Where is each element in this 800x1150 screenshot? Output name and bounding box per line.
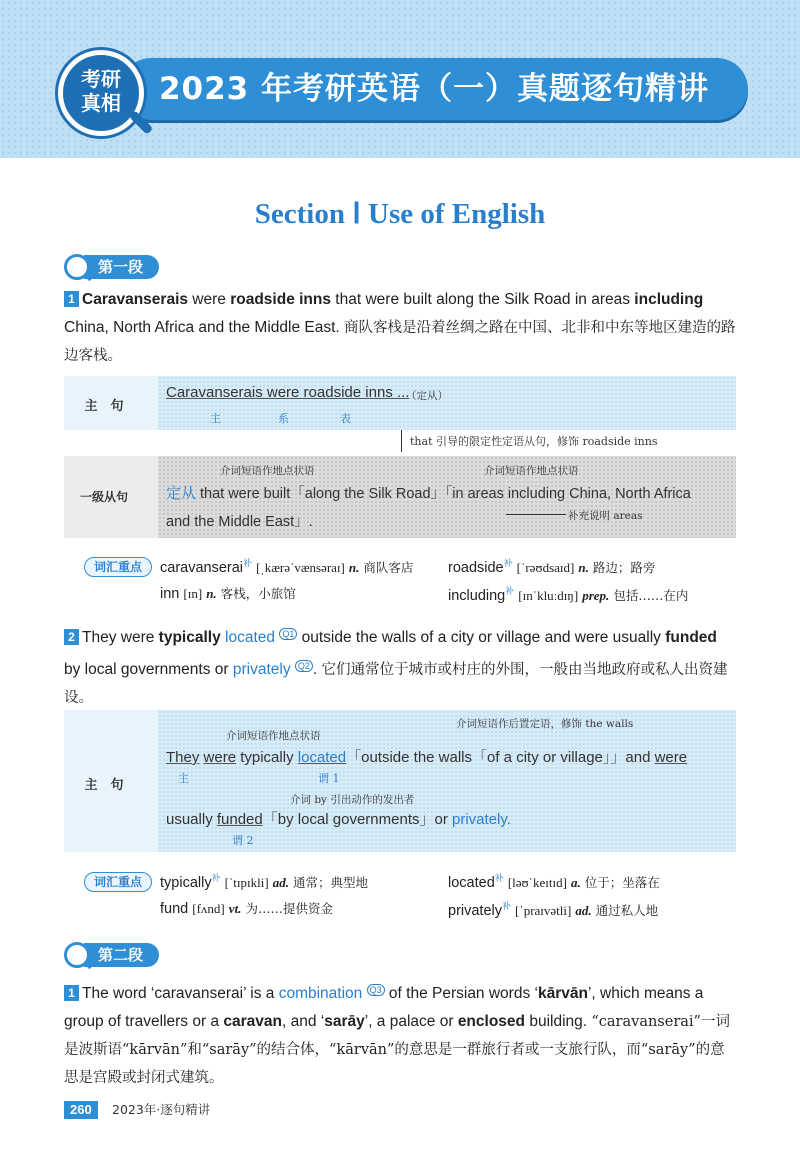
highlight-word: privately — [232, 661, 291, 678]
phonetic: [fʌnd] — [192, 901, 225, 916]
sub-note-1: 介词短语作地点状语 — [220, 465, 315, 477]
text: ’, which means a group of travellers or a — [64, 985, 704, 1030]
sub-clause-tag: 定从 — [166, 485, 197, 502]
meaning: 为……提供资金 — [245, 901, 333, 916]
sub-note-2: 介词短语作地点状语 — [484, 465, 579, 477]
analysis-line1 — [166, 746, 687, 767]
meaning: 通过私人地 — [595, 903, 659, 918]
vocab-item — [448, 871, 660, 891]
meaning: 包括……在内 — [613, 588, 689, 603]
text: were — [188, 291, 231, 308]
vocab-item — [448, 556, 655, 576]
vocab-tag: 词汇重点 — [84, 557, 152, 577]
phonetic: [ˈtɪpɪkli] — [224, 875, 269, 890]
magnifier-badge-icon — [58, 50, 144, 136]
translation: 它们通常位于城市或村庄的外围，一般由当地政府或私人出资建设。 — [64, 662, 728, 706]
keyword: caravan — [223, 1013, 282, 1030]
badge-text — [63, 67, 139, 115]
highlight-word: located — [225, 629, 275, 646]
part-of-speech: prep. — [582, 588, 610, 603]
part-of-speech: ad. — [272, 875, 289, 890]
star-mark: 补 — [502, 901, 512, 911]
subject-word: They — [166, 749, 200, 766]
vocab-item — [160, 871, 368, 891]
verb-word: were — [203, 749, 237, 766]
text: by local governments or — [64, 661, 233, 678]
vocab-word: fund — [160, 901, 189, 917]
vocab-item — [160, 899, 333, 917]
sub-note-3: 补充说明 areas — [568, 510, 643, 522]
star-mark: 补 — [505, 586, 515, 596]
text: China, North Africa and the Middle East. — [64, 319, 345, 336]
meaning: 商队客店 — [363, 560, 414, 575]
text: building. — [525, 1013, 592, 1030]
vocab-item — [160, 556, 413, 576]
section-title: Section Ⅰ Use of English — [254, 198, 546, 230]
meaning: 客栈，小旅馆 — [220, 586, 296, 601]
text: The word ‘caravanserai’ is a — [82, 985, 279, 1002]
main-clause-text: Caravanserais were roadside inns ... — [166, 384, 410, 401]
text: ’, a palace or — [364, 1013, 458, 1030]
vocab-item — [448, 899, 658, 919]
vocab-word: privately — [448, 903, 502, 919]
keyword: sarāy — [324, 1013, 365, 1030]
phonetic: [ˈpraɪvətli] — [515, 903, 572, 918]
mark-predicate-1: 谓 1 — [318, 772, 340, 785]
phonetic: [ˌkærəˈvænsəraɪ] — [256, 560, 345, 575]
meaning: 通常；典型地 — [292, 875, 368, 890]
badge-line1: 考研 — [81, 67, 121, 91]
part-of-speech: n. — [206, 586, 217, 601]
note-mid: 介词 by 引出动作的发出者 — [290, 794, 415, 806]
analysis-line2 — [166, 808, 511, 829]
main-clause-label: 主 句 — [84, 398, 124, 413]
star-mark: 补 — [211, 873, 221, 883]
sentence-1-1 — [64, 286, 736, 370]
vocab-item — [160, 584, 296, 602]
mark-predicate-2: 谓 2 — [232, 834, 254, 847]
arrow-down-icon — [401, 430, 402, 452]
mark-subject: 主 — [178, 772, 189, 785]
para2-label — [64, 942, 159, 968]
meaning: 位于；坐落在 — [584, 875, 660, 890]
mark-predicative: 表 — [340, 412, 351, 425]
vocab-word: roadside — [448, 560, 504, 576]
highlight-word: located — [297, 749, 347, 766]
text: usually — [166, 811, 217, 828]
part-of-speech: n. — [578, 560, 589, 575]
question-tag: Q2 — [295, 660, 313, 672]
star-mark: 补 — [503, 558, 513, 568]
main-clause-note: （定从） — [406, 390, 448, 402]
magnifier-icon — [64, 254, 90, 280]
vocab-word: typically — [160, 875, 212, 891]
part-of-speech: ad. — [575, 903, 592, 918]
title-banner — [120, 58, 748, 120]
translation: 商队客栈是沿着丝绸之路在中国、北非和中东等地区建造的路边客栈。 — [64, 320, 736, 364]
sentence-1-2: 2 They were typically located $^{Q1}$ outside the walls of a city or village and were usually funded by local governments or privately $^{Q2}$ . 它们通常位于城市或村庄的外围，一般由当地政府或私人出资建设。 — [64, 629, 728, 706]
phonetic: [ləʊˈkeɪtɪd] — [507, 875, 567, 890]
keyword: enclosed — [457, 1013, 526, 1030]
page-number: 260 — [64, 1101, 98, 1119]
para2-label-text: 第二段 — [84, 943, 159, 967]
vocab-word: including — [448, 588, 506, 604]
text: typically — [236, 749, 298, 766]
footer-text: 2023年·逐句精讲 — [112, 1102, 211, 1117]
para1-label — [64, 254, 159, 280]
sub-clause-line2: and the Middle East」. — [166, 514, 313, 530]
highlight-word: combination — [278, 985, 363, 1002]
vocab-item — [448, 584, 688, 604]
keyword: typically — [158, 629, 221, 646]
verb-word: funded — [216, 811, 263, 828]
verb-word: were — [654, 749, 688, 766]
keyword: funded — [665, 629, 717, 646]
vocab-word: inn — [160, 586, 180, 602]
note-top-1: 介词短语作地点状语 — [226, 730, 321, 742]
page-title: 2023 年考研英语（一）真题逐句精讲 — [158, 71, 710, 107]
text: outside the walls of a city or village and were usually — [297, 629, 666, 646]
star-mark: 补 — [243, 558, 253, 568]
part-of-speech: n. — [348, 560, 360, 575]
question-tag: Q3 — [367, 984, 385, 996]
sentence-number: 2 — [64, 629, 79, 645]
arrow-note: that 引导的限定性定语从句，修饰 roadside inns — [410, 435, 658, 448]
keyword: roadside inns — [230, 291, 331, 308]
sentence-number: 1 — [64, 985, 79, 1001]
highlight-word: privately. — [452, 811, 511, 828]
bracket-line — [506, 514, 566, 515]
meaning: 路边；路旁 — [592, 560, 656, 575]
phonetic: [ˈrəʊdsaɪd] — [516, 560, 575, 575]
part-of-speech: vt. — [228, 901, 242, 916]
main-clause-label: 主 句 — [84, 777, 124, 792]
mark-subject: 主 — [210, 412, 221, 425]
part-of-speech: a. — [570, 875, 581, 890]
vocab-word: caravanserai — [160, 560, 244, 576]
text: , and ‘ — [282, 1013, 325, 1030]
phonetic: [ɪnˈkluːdɪŋ] — [518, 588, 579, 603]
badge-line2: 真相 — [81, 91, 121, 115]
vocab-tag: 词汇重点 — [84, 872, 152, 892]
keyword: Caravanserais — [82, 291, 188, 308]
text: of the Persian words ‘ — [384, 985, 538, 1002]
text: that were built along the Silk Road in areas — [331, 291, 635, 308]
text: 「by local governments」or — [262, 811, 452, 828]
magnifier-icon — [64, 942, 90, 968]
sentence-number: 1 — [64, 291, 79, 307]
question-tag: Q1 — [279, 628, 297, 640]
sentence-2-1 — [64, 976, 736, 1092]
para1-label-text: 第一段 — [84, 255, 159, 279]
translation: “caravanserai”一词是波斯语“kārvān”和“sarāy”的结合体，“kārvān”的意思是一群旅行者或一支旅行队，而“sarāy”的意思是宫殿或封闭式建筑。 — [64, 1014, 730, 1086]
vocab-word: located — [448, 875, 495, 891]
note-top-2: 介词短语作后置定语，修饰 the walls — [456, 718, 634, 730]
star-mark: 补 — [494, 873, 504, 883]
keyword: kārvān — [537, 985, 588, 1002]
phonetic: [ɪn] — [183, 586, 203, 601]
keyword: including — [634, 291, 704, 308]
mark-link: 系 — [278, 412, 289, 425]
text: They were — [82, 629, 159, 646]
text: 「outside the walls「of a city or village」」and — [346, 749, 655, 766]
sub-clause-line1: that were built「along the Silk Road」「in areas including China, North Africa — [200, 486, 691, 502]
sub-clause-label: 一级从句 — [79, 490, 128, 504]
